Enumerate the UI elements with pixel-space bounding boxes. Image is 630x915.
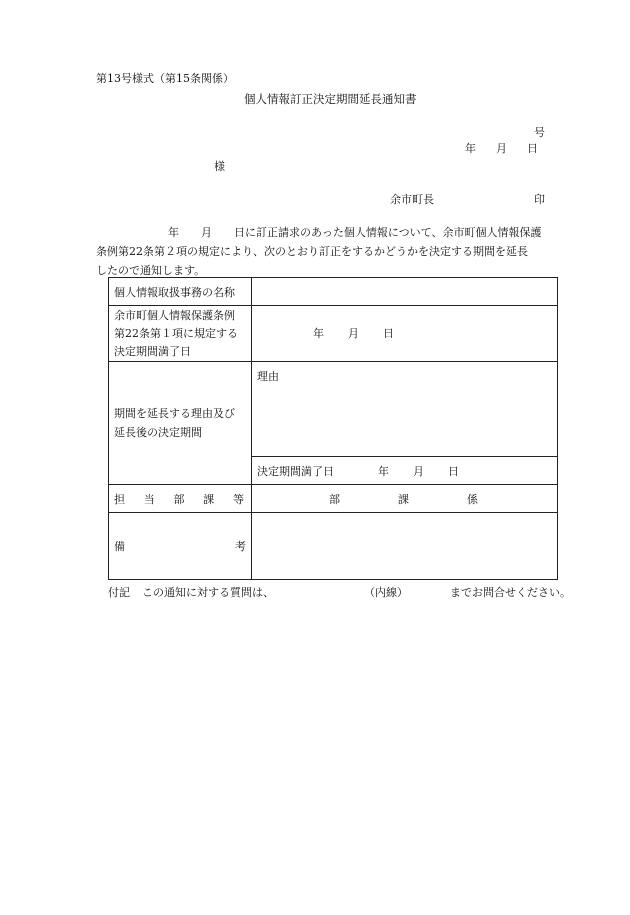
new-deadline-label: 決定期間満了日 [257, 464, 334, 478]
row-label-line: 延長後の決定期間 [114, 426, 202, 439]
notice-line-1-text: 日に訂正請求のあった個人情報について、余市町個人情報保護 [234, 226, 542, 239]
table-row [109, 485, 558, 513]
postscript-text-1: この通知に対する質問は、 [142, 586, 274, 599]
issue-date-month: 月 [496, 142, 507, 155]
label-char: 等 [233, 492, 244, 506]
row-value-new-deadline [252, 457, 558, 485]
notice-body-line-3: したので通知します。 [96, 264, 206, 277]
issue-date-year: 年 [465, 142, 476, 155]
row-label-spread [114, 538, 246, 554]
row-value-remarks [252, 513, 558, 580]
label-char: 担 [114, 492, 125, 506]
notice-table [108, 277, 558, 580]
row-value-department [252, 485, 558, 513]
notice-body-line-2: 条例第22条第２項の規定により、次のとおり訂正をするかどうかを決定する期間を延長 [96, 245, 528, 258]
label-char: 備 [114, 540, 125, 553]
section-label: 課 [398, 492, 409, 506]
table-row [109, 278, 558, 306]
table-row [109, 513, 558, 580]
label-char: 当 [143, 492, 155, 506]
issuer-line [390, 191, 545, 207]
postscript-label: 付記 [108, 586, 130, 599]
issue-date-day: 日 [527, 142, 538, 155]
row-label-line: 第22条第１項に規定する [114, 326, 238, 340]
row-label-remarks [109, 513, 252, 580]
recipient-honorific: 様 [214, 160, 225, 173]
deadline-month: 月 [348, 326, 359, 340]
notice-year: 年 [168, 226, 179, 239]
row-label-original-deadline [109, 306, 252, 362]
row-label-spread [114, 491, 246, 507]
label-char: 課 [203, 492, 215, 506]
row-value-original-deadline [252, 306, 558, 362]
issuer-seal: 印 [534, 193, 545, 206]
label-char: 部 [173, 492, 185, 506]
deadline-year: 年 [313, 326, 324, 340]
postscript [108, 584, 571, 600]
notice-month: 月 [201, 226, 212, 239]
row-label-line: 決定期間満了日 [114, 344, 191, 358]
issue-date [465, 140, 538, 156]
row-label-line: 余市町個人情報保護条例 [114, 308, 235, 322]
document-title: 個人情報訂正決定期間延長通知書 [244, 92, 417, 106]
notice-body [96, 223, 578, 280]
row-label-line: 期間を延長する理由及び [114, 407, 235, 420]
deadline-day: 日 [383, 326, 394, 340]
issue-number-label: 号 [534, 126, 545, 139]
form-number: 第13号様式（第15条関係） [96, 72, 234, 85]
table-row [109, 306, 558, 362]
table-row [109, 362, 558, 457]
reason-label: 理由 [257, 370, 279, 383]
row-label-office-name: 個人情報取扱事務の名称 [109, 278, 252, 306]
dept-label: 部 [329, 492, 340, 506]
row-label-extension-reason [109, 362, 252, 485]
postscript-text-2: までお問合せください。 [450, 586, 571, 599]
row-value-office-name [252, 278, 558, 306]
notice-body-line-1 [108, 223, 578, 242]
new-deadline-day: 日 [448, 464, 459, 478]
row-label-department [109, 485, 252, 513]
label-char: 考 [235, 540, 246, 553]
new-deadline-month: 月 [413, 464, 424, 478]
postscript-extension: （内線） [364, 586, 408, 599]
unit-label: 係 [467, 492, 478, 506]
issuer-name: 余市町長 [390, 193, 434, 206]
new-deadline-year: 年 [378, 464, 389, 478]
row-value-reason [252, 362, 558, 457]
